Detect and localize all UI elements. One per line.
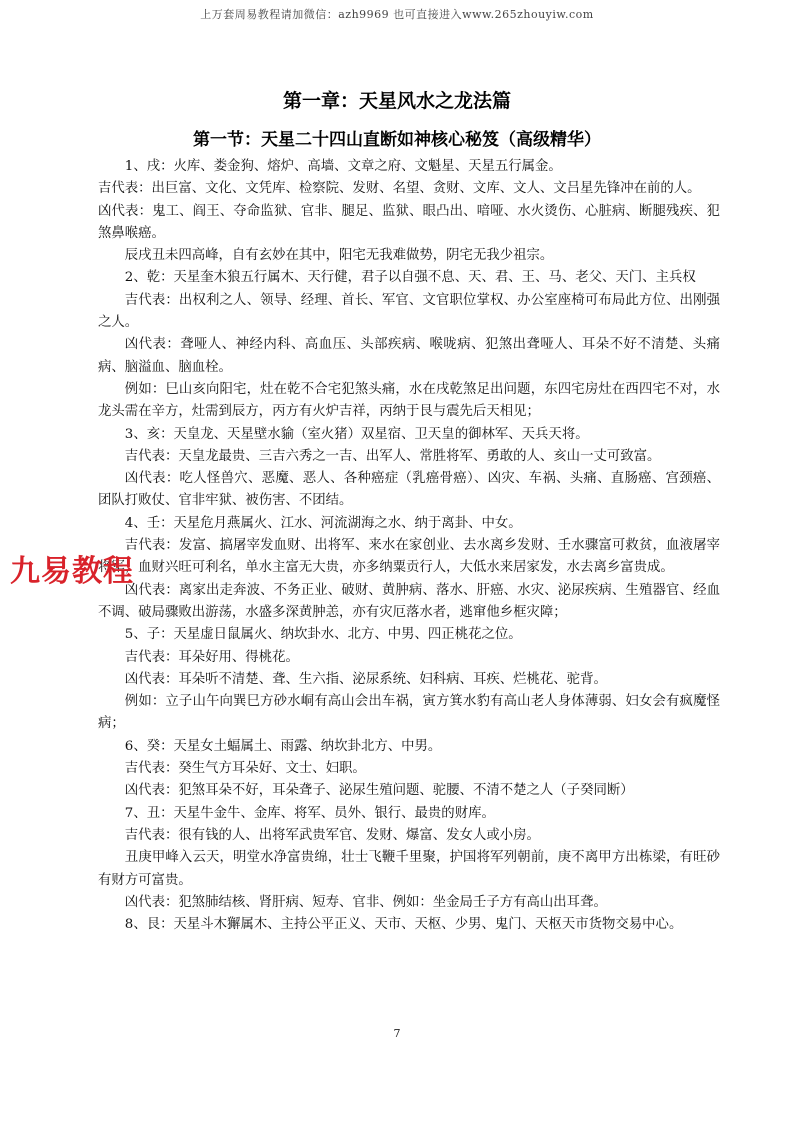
chapter-title: 第一章：天星风水之龙法篇 (282, 90, 511, 112)
paragraph: 吉代表：很有钱的人、出将军武贵军官、发财、爆富、发女人或小房。 (124, 827, 540, 843)
paragraph: 例如：立子山午向巽巳方砂水峒有高山会出车祸，寅方箕水豹有高山老人身体薄弱、妇女会有疯魔怪病； (98, 694, 720, 732)
paragraph: 凶代表：犯煞肺结核、肾肝病、短寿、官非、例如：坐金局壬子方有高山出耳聋。 (124, 894, 607, 910)
paragraph: 2、乾：天星奎木狼五行属木、天行健，君子以自强不息、天、君、王、马、老父、天门、主兵权 (124, 270, 696, 286)
paragraph: 凶代表：耳朵听不清楚、聋、生六指、泌尿系统、妇科病、耳疾、烂桃花、驼背。 (124, 671, 607, 687)
paragraph: 8、艮：天星斗木獬属木、主持公平正义、天市、天枢、少男、鬼门、天枢天市货物交易中心。 (124, 917, 683, 933)
paragraph: 凶代表：离家出走奔波、不务正业、破财、黄肿病、落水、肝癌、水灾、泌尿疾病、生殖器官、经血不调、破局骤败出游荡，水盛多深黄肿恙，亦有灾厄落水者，逃窜他乡框灾障； (98, 582, 720, 620)
paragraph: 吉代表：耳朵好用、得桃花。 (124, 649, 299, 665)
paragraph: 1、戌：火库、娄金狗、熔炉、高墙、文章之府、文魁星、天星五行属金。 (124, 159, 562, 174)
paragraph: 吉代表：出权利之人、领导、经理、首长、军官、文官职位掌权、办公室座椅可布局此方位、出刚强之人。 (98, 292, 720, 331)
paragraph: 5、子：天星虚日鼠属火、纳坎卦水、北方、中男、四正桃花之位。 (124, 627, 522, 643)
paragraph: 凶代表：聋哑人、神经内科、高血压、头部疾病、喉咙病、犯煞出聋哑人、耳朵不好不清楚、头痛病、脑溢血、脑血栓。 (98, 337, 720, 375)
paragraph: 凶代表：鬼工、阎王、夺命监狱、官非、腿足、监狱、眼凸出、喑哑、水火烫伤、心脏病、断腿残疾、犯煞鼻喉癌。 (98, 203, 720, 241)
page-number: 7 (393, 1027, 401, 1040)
paragraph: 辰戌丑未四高峰，自有玄妙在其中，阳宅无我难做势，阴宅无我少祖宗。 (124, 248, 554, 264)
paragraph: 凶代表：犯煞耳朵不好，耳朵聋子、泌尿生殖问题、驼腰、不清不楚之人（子癸同断） (124, 783, 634, 799)
paragraph: 吉代表：癸生气方耳朵好、文士、妇职。 (124, 761, 366, 777)
paragraph: 3、亥：天皇龙、天星壁水貐（室火猪）双星宿、卫天皇的御林军、天兵天将。 (124, 426, 589, 442)
paragraph: 6、癸：天星女土蝠属土、雨露、纳坎卦北方、中男。 (124, 738, 442, 754)
header-note: 上万套周易教程请加微信：azh9969 也可直接进入www.265zhouyiw.com (200, 8, 594, 21)
section-title: 第一节：天星二十四山直断如神核心秘笈（高级精华） (193, 130, 601, 150)
paragraph: 吉代表：发富、搞屠宰发血财、出将军、来水在家创业、去水离乡发财、壬水骤富可救贫，血液屠宰将军，血财兴旺可利名，单水主富无大贵，亦多纳粟贡行人，大低水来居家发，水去离乡富贵成。 (98, 538, 720, 576)
body-text (98, 156, 720, 936)
watermark-logo: 九易教程 (10, 554, 134, 589)
paragraph: 吉代表：天皇龙最贵、三吉六秀之一吉、出军人、常胜将军、勇敢的人、亥山一丈可致富。 (124, 448, 661, 464)
paragraph: 吉代表：出巨富、文化、文凭库、检察院、发财、名望、贪财、文库、文人、文吕星先锋冲在前的人。 (98, 181, 701, 197)
paragraph: 4、壬：天星危月燕属火、江水、河流湖海之水、纳于离卦、中女。 (124, 515, 522, 531)
paragraph: 例如：巳山亥向阳宅，灶在乾不合宅犯煞头痛，水在戌乾煞足出问题，东四宅房灶在西四宅不对，水龙头需在辛方，灶需到辰方，丙方有火炉吉祥，丙纳于艮与震先后天相见； (98, 381, 720, 420)
paragraph: 7、丑：天星牛金牛、金库、将军、员外、银行、最贵的财库。 (124, 805, 495, 821)
paragraph: 凶代表：吃人怪兽穴、恶魔、恶人、各种癌症（乳癌骨癌）、凶灾、车祸、头痛、直肠癌、宫颈癌、团队打败仗、官非牢狱、被伤害、不团结。 (98, 471, 720, 509)
paragraph: 丑庚甲峰入云天，明堂水净富贵绵，壮士飞鞭千里聚，护国将军列朝前，庚不离甲方出栋梁，有旺砂有财方可富贵。 (98, 850, 720, 888)
